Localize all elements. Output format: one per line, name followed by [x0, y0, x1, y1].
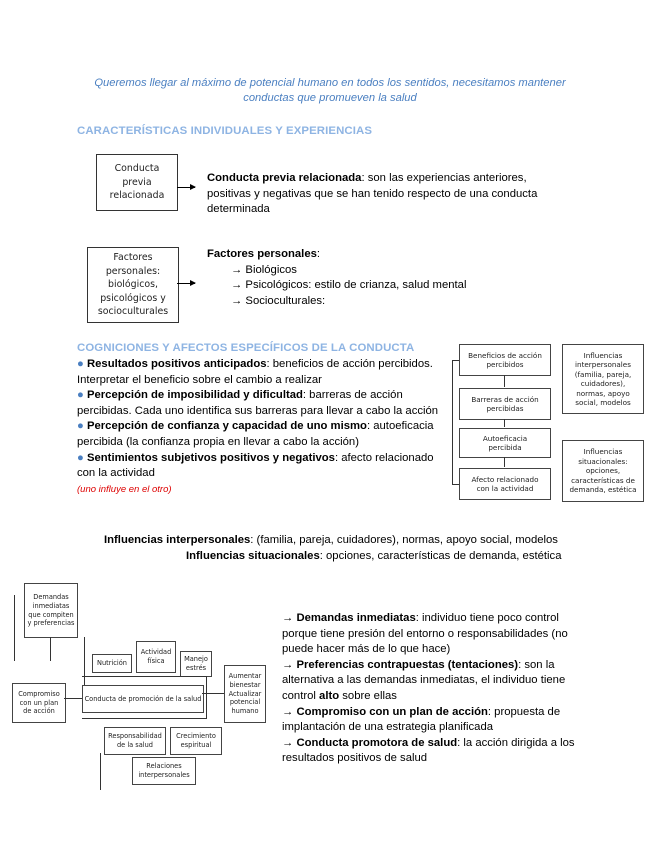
box-afecto: Afecto relacionado con la actividad — [459, 468, 551, 500]
bullet-icon: ● — [77, 358, 87, 370]
influencias-situacionales-text: Influencias situacionales: opciones, características de demanda, estética — [186, 550, 562, 562]
box-demandas: Demandas inmediatas que compiten y preferencias — [24, 583, 78, 638]
box-nutricion: Nutrición — [92, 654, 132, 673]
connector-line — [50, 637, 51, 661]
bullet-icon: ● — [77, 389, 87, 402]
section-heading-cogniciones: COGNICIONES Y AFECTOS ESPECÍFICOS DE LA CONDUCTA — [77, 342, 415, 354]
connector-line — [82, 676, 206, 677]
note-text: (uno influye en el otro) — [77, 483, 172, 495]
cogniciones-diagram — [452, 340, 642, 500]
list-item: → Conducta promotora de salud: la acción dirigida a los resultados positivos de salud — [282, 736, 575, 765]
connector-line — [206, 676, 207, 719]
box-compromiso: Compromiso con un plan de acción — [12, 683, 66, 723]
list-item: ● Resultados positivos anticipados: beneficios de acción percibidos. Interpretar el beneficio sobre el cambio a realizar — [77, 358, 433, 386]
connector-line — [452, 360, 459, 361]
connector-line — [100, 753, 101, 790]
bullet-icon: ● — [77, 420, 87, 433]
definition-conducta-previa: Conducta previa relacionada: son las experiencias anteriores, positivas y negativas que se han tenido respecto de una conducta determinada — [207, 172, 538, 216]
connector-line — [64, 698, 82, 699]
box-conducta-promocion: Conducta de promoción de la salud — [82, 685, 204, 713]
connector-line — [504, 419, 505, 427]
cogniciones-list — [77, 357, 443, 497]
bullet-icon: ● — [77, 451, 87, 464]
connector-line — [452, 360, 453, 484]
influencias-interpersonales-text: Influencias interpersonales: (familia, pareja, cuidadores), normas, apoyo social, modelos — [104, 534, 558, 546]
connector-line — [82, 718, 206, 719]
box-aumentar-bienestar: Aumentar bienestar Actualizar potencial humano — [224, 665, 266, 723]
list-item: → Socioculturales: — [231, 294, 326, 307]
list-item: → Demandas inmediatas: individuo tiene poco control porque tiene presión del entorno o responsabilidades (no puede hacer más de lo que hace) — [282, 612, 568, 656]
definition-factores-personales: Factores personales: → Biológicos → Psicológicos: estilo de crianza, salud mental → Socioculturales: — [207, 247, 547, 309]
connector-line — [84, 637, 85, 685]
list-item: → Preferencias contrapuestas (tentaciones): son la alternativa a las demandas inmediatas, el individuo tiene control alto sobre ellas — [282, 658, 566, 702]
connector-line — [452, 484, 459, 485]
demandas-list — [282, 611, 582, 767]
box-beneficios: Beneficios de acción percibidos — [459, 344, 551, 376]
arrow-right-icon — [177, 283, 195, 284]
list-item: → Compromiso con un plan de acción: propuesta de implantación de una estrategia planificada — [282, 705, 561, 734]
box-barreras: Barreras de acción percibidas — [459, 388, 551, 420]
list-item: ● Sentimientos subjetivos positivos y negativos: afecto relacionado con la actividad — [77, 451, 434, 480]
box-influencias-situacionales: Influencias situacionales: opciones, características de demanda, estética — [562, 440, 644, 502]
box-autoeficacia: Autoeficacia percibida — [459, 428, 551, 458]
box-responsabilidad: Responsabilidad de la salud — [104, 727, 166, 755]
intro-text: Queremos llegar al máximo de potencial humano en todos los sentidos, necesitamos mantener conductas que promueven la salud — [94, 77, 566, 104]
connector-line — [14, 595, 15, 661]
list-item: ● Percepción de imposibilidad y dificultad: barreras de acción percibidas. Cada uno identifica sus barreras para llevar a cabo la acción — [77, 389, 439, 417]
arrow-right-icon — [177, 187, 195, 188]
box-crecimiento: Crecimiento espiritual — [170, 727, 222, 755]
box-factores-personales: Factores personales: biológicos, psicológicos y socioculturales — [87, 247, 179, 323]
connector-line — [504, 457, 505, 467]
box-actividad: Actividad física — [136, 641, 176, 673]
list-item: ● Percepción de confianza y capacidad de uno mismo: autoeficacia percibida (la confianza propia en llevar a cabo la acción) — [77, 420, 434, 448]
box-relaciones: Relaciones interpersonales — [132, 757, 196, 785]
box-conducta-previa: Conducta previa relacionada — [96, 154, 178, 211]
box-influencias-interpersonales: Influencias interpersonales (familia, pareja, cuidadores), normas, apoyo social, modelos — [562, 344, 644, 414]
list-item: → Biológicos — [231, 263, 297, 276]
list-item: → Psicológicos: estilo de crianza, salud mental — [231, 279, 467, 292]
box-manejo: Manejo estrés — [180, 651, 212, 677]
conducta-promocion-diagram — [12, 575, 267, 790]
section-heading-individual: CARACTERÍSTICAS INDIVIDUALES Y EXPERIENCIAS — [77, 125, 373, 137]
connector-line — [504, 375, 505, 387]
